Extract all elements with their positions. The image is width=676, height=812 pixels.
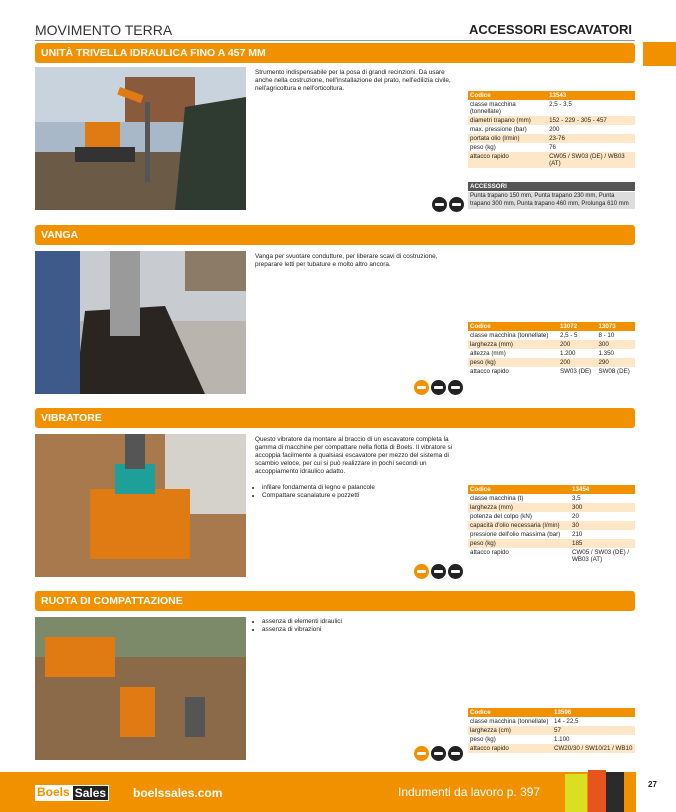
spec-table-vibrator: Codice 13454 classe macchina (t) 3,5 larghezza (mm) 300 potenza del colpo (kN) 20 capacità d'olio necessaria (l/min) 30 pressione dell'olio massima (bar) 210 peso (kg) 185 attacco rapido CW05 / SW03 (DE) / WB03 (AT) xyxy=(468,485,635,564)
bullets-compaction-wheel: • assenza di elementi idraulici • assenza di vibrazioni xyxy=(255,618,460,634)
compaction-icon xyxy=(414,564,429,579)
excavator-icon xyxy=(432,197,447,212)
photo-compaction-wheel xyxy=(35,617,246,760)
excavator-icon xyxy=(431,564,446,579)
description-vibrator: Questo vibratore da montare al braccio di un escavatore completa la gamma di macchine per compattare nella flotta di Boels. Il vibratore si accoppia facilmente a qualsiasi escavatore per mezzo del sistema di scambio veloce, per cui si può realizzare in pochi secondi un accoppiamento idraulico adatto. • infilare fondamenta di legno e palancole • Compattare scanalature e pozzetti xyxy=(255,436,460,500)
icons-vibrator xyxy=(414,564,463,579)
trench-icon xyxy=(414,380,429,395)
photo-vibrator xyxy=(35,434,246,577)
photo-spade xyxy=(35,251,246,394)
excavator-icon xyxy=(431,746,446,761)
boels-sales-logo: Boels Sales xyxy=(35,785,109,801)
description-spade: Vanga per svuotare condutture, per liberare scavi di costruzione, preparare letti per tubature e molto altro ancora. xyxy=(255,253,438,268)
spec-table-compaction-wheel: Codice 13596 classe macchina (tonnellate) 14 - 22,5 larghezza (cm) 57 peso (kg) 1.100 attacco rapido CW20/30 / SW10/21 / WB10 xyxy=(468,708,635,753)
photo-auger xyxy=(35,67,246,210)
boot-icon xyxy=(448,746,463,761)
section-bar-auger: UNITÀ TRIVELLA IDRAULICA FINO A 457 MM xyxy=(35,43,635,63)
boot-icon xyxy=(448,564,463,579)
excavator-icon xyxy=(431,380,446,395)
boot-icon xyxy=(448,380,463,395)
section-title: MOVIMENTO TERRA xyxy=(35,22,173,38)
accessories-header: ACCESSORI xyxy=(468,182,635,191)
description-auger: Strumento indispensabile per la posa di grandi recinzioni. Da usare anche nella costruzione, nell'installazione del prato, nell'edilizia civile, nell'agricoltura e nell'orticoltura. xyxy=(255,69,451,92)
icons-compaction-wheel xyxy=(414,746,463,761)
promo-text: Indumenti da lavoro p. 397 xyxy=(398,785,541,799)
section-bar-vibrator: VIBRATORE xyxy=(35,408,635,428)
compaction-icon xyxy=(414,746,429,761)
icons-auger xyxy=(432,197,464,212)
website-link[interactable]: boelssales.com xyxy=(133,786,223,800)
side-tab xyxy=(643,42,676,66)
spec-table-auger: Codice 13543 classe macchina (tonnellate) 2,5 - 3,5 diametri trapano (mm) 152 - 229 - 305 - 457 max. pressione (bar) 200 portata olio (l/min) 23-76 peso (kg) 76 attacco rapido CW05 / SW03 (DE) / WB03 (AT) xyxy=(468,91,635,168)
accessories-list: Punta trapano 150 mm, Punta trapano 230 mm, Punta trapano 300 mm, Punta trapano 460 mm, Prolunga 610 mm xyxy=(468,192,635,209)
spec-table-spade: Codice 13072 13073 classe macchina (tonnellate) 2,5 - 5 8 - 10 larghezza (mm) 200 300 altezza (mm) 1.200 1.350 peso (kg) 200 290 attacco rapido SW03 (DE) SW08 (DE) xyxy=(468,322,635,376)
bullets-vibrator: • infilare fondamenta di legno e palancole • Compattare scanalature e pozzetti xyxy=(255,484,460,500)
boot-icon xyxy=(449,197,464,212)
description-compaction-wheel xyxy=(255,618,460,634)
icons-spade xyxy=(414,380,463,395)
page-number: 27 xyxy=(648,780,657,789)
workwear-image xyxy=(560,762,626,812)
category-title: ACCESSORI ESCAVATORI xyxy=(468,22,632,37)
section-bar-spade: VANGA xyxy=(35,225,635,245)
header-divider xyxy=(35,40,635,41)
section-bar-compaction-wheel: RUOTA DI COMPATTAZIONE xyxy=(35,591,635,611)
